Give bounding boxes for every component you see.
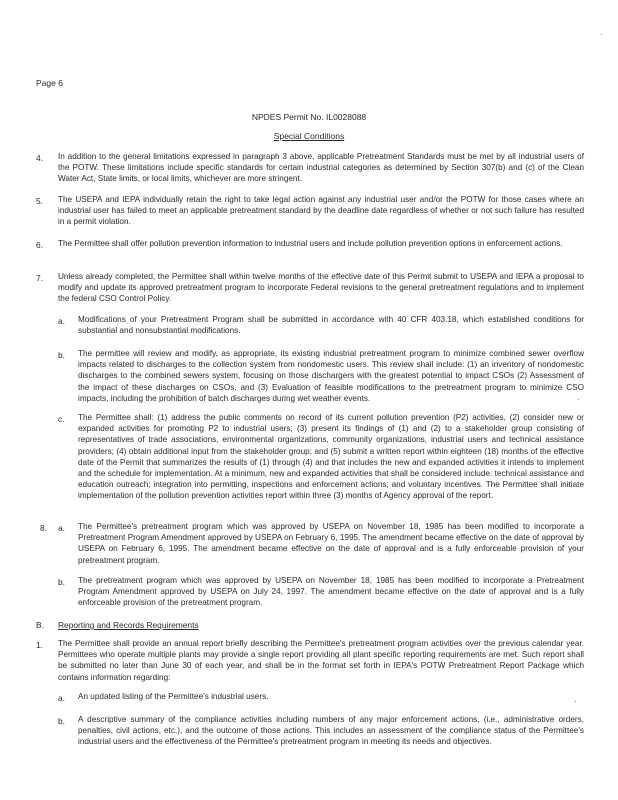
item-number: 4. (36, 153, 43, 163)
item-number: 1. (36, 640, 43, 650)
section-heading: Reporting and Records Requirements (58, 620, 199, 630)
paragraph: Unless already completed, the Permittee shall within twelve months of the effective date of this Permit submit to USEPA and IEPA a proposal to modify and update its approved pretreatment program to incorporate Federal revisions to the general pretreatment regulations and to implement the federal CSO Control Policy. (58, 272, 584, 304)
paragraph: The Permittee shall: (1) address the public comments on record of its current pollution prevention (P2) activities, (2) consider new or expanded activities for promoting P2 to industrial users; (3) present its findings of (1) and (2) to a stakeholder group consisting of representatives of trade associations, environmental organizations, community organizations, industrial users and technical assistance providers; (4) obtain additional input from the stakeholder group; and (5) submit a written report within eighteen (18) months of the effective date of the Permit that summarizes the results of (1) through (4) and that includes the new and expanded activities it intends to implement and the schedule for implementation. At a minimum, new and expanded activities that shall be considered include: technical assistance and education outreach; integration into permitting, inspections and enforcement actions; and voluntary incentives. The Permittee shall initiate implementation of the pollution prevention activities report within three (3) months of Agency approval of the report. (78, 413, 584, 501)
sub-item-letter: b. (58, 350, 65, 360)
special-conditions-heading: Special Conditions (273, 131, 345, 141)
sub-item-letter: a. (58, 693, 65, 703)
sub-item-letter: b. (58, 716, 65, 726)
sub-item-letter: a. (58, 523, 65, 533)
item-number: 5. (36, 196, 43, 206)
paragraph: In addition to the general limitations expressed in paragraph 3 above, applicable Pretreatment Standards must be met by all industrial users of the POTW. These limitations include specific standards for certain industrial categories as determined by Section 307(b) and (c) of the Clean Water Act, State limits, or local limits, whichever are more stringent. (58, 152, 584, 184)
page-number: Page 6 (36, 78, 63, 88)
paragraph: The permittee will review and modify, as appropriate, its existing industrial pretreatment program to minimize combined sewer overflow impacts related to discharges to the collection system from nondomestic users. This review shall include: (1) an inventory of nondomestic discharges to the combined sewers system, focusing on those dischargers with the greatest potential to impact CSOs (2) Assessment of the impact of these discharges on CSOs, and (3) Evaluation of feasible modifications to the pretreatment program to minimize CSO impacts, including the prohibition of batch discharges during wet weather events. (78, 349, 584, 403)
item-number: 6. (36, 240, 43, 250)
item-number: 7. (36, 273, 43, 283)
item-number: 8. (40, 523, 47, 533)
paragraph: A descriptive summary of the compliance activities including numbers of any major enforcement actions, (i.e., administrative orders, penalties, civil actions, etc.), and the outcome of those actions. This includes an assessment of the compliance status of the Permittee's industrial users and the effectiveness of the Permittee's pretreatment program in meeting its needs and objectives. (78, 715, 584, 747)
scan-mark: · (577, 395, 580, 404)
paragraph: An updated listing of the Permittee's industrial users. (78, 692, 269, 701)
paragraph: The USEPA and IEPA individually retain the right to take legal action against any industrial user and/or the POTW for those cases where an industrial user has failed to meet an applicable pretreatment standard by the deadline date regardless of whether or not such failure has resulted in a permit violation. (58, 195, 584, 227)
scan-mark: · (600, 30, 603, 39)
sub-item-letter: c. (58, 414, 65, 424)
permit-title: NPDES Permit No. IL0028088 (251, 112, 367, 122)
sub-item-letter: a. (58, 316, 65, 326)
paragraph: The pretreatment program which was approved by USEPA on November 18, 1985 has been modified to incorporate a Pretreatment Program Amendment approved by USEPA on July 24, 1997. The amendment became effective on the date of approval and is a fully enforceable provision of the pretreatment program. (78, 576, 584, 608)
paragraph: Modifications of your Pretreatment Program shall be submitted in accordance with 40 CFR 403.18, which established conditions for substantial and nonsubstantial modifications. (78, 315, 584, 336)
paragraph: The Permittee's pretreatment program which was approved by USEPA on November 18, 1985 has been modified to incorporate a Pretreatment Program Amendment approved by USEPA on February 6, 1995. The amendment became effective on the date of approval by USEPA on February 6, 1995. The amendment became effective on the date of approval and is a fully enforceable provision of your pretreatment program. (78, 522, 584, 565)
scan-mark: · (574, 697, 577, 706)
sub-item-letter: b. (58, 577, 65, 587)
section-letter: B. (36, 620, 44, 630)
paragraph: The Permittee shall offer pollution prevention information to industrial users and include pollution prevention options in enforcement actions. (58, 239, 563, 248)
paragraph: The Permittee shall provide an annual report briefly describing the Permittee's pretreatment program activities over the previous calendar year. Permittees who operate multiple plants may provide a single report providing all plant specific reporting requirements are met. Such report shall be submitted no later than June 30 of each year, and shall be in the format set forth in IEPA's POTW Pretreatment Report Package which contains information regarding: (58, 639, 584, 682)
